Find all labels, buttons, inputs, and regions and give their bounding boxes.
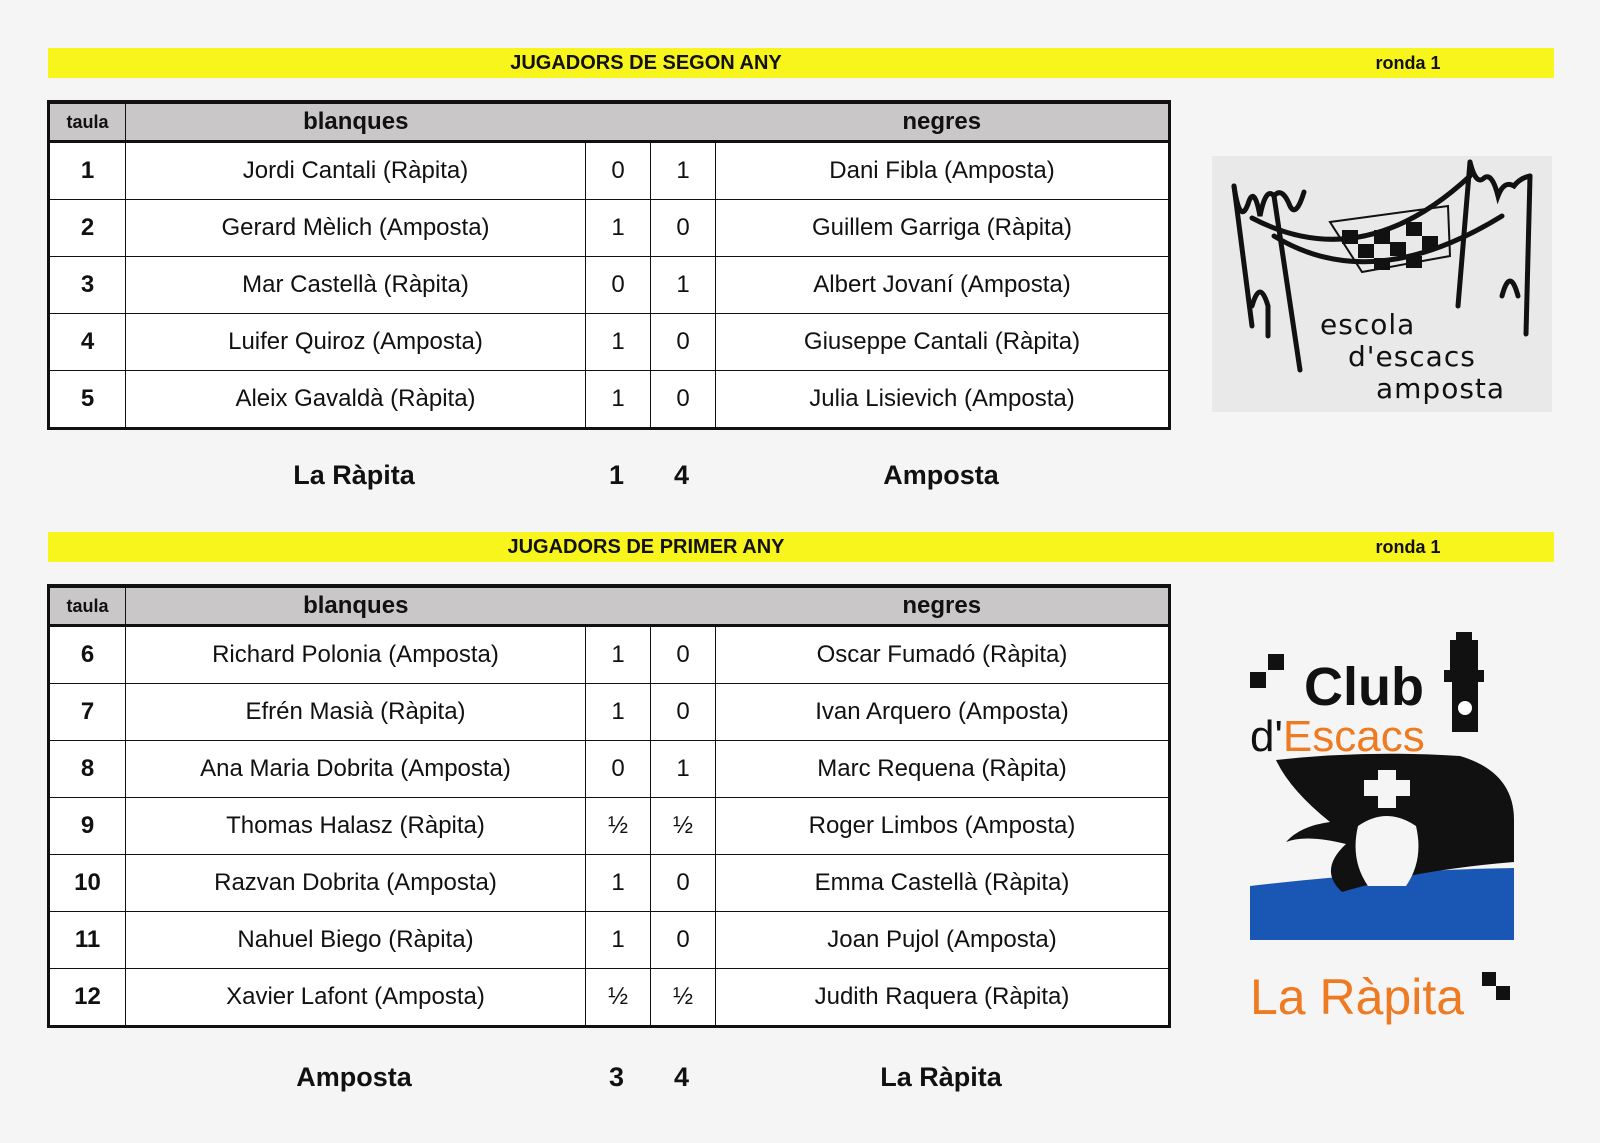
black-score: 0 [651,626,716,684]
black-score: 1 [651,142,716,200]
white-score: 1 [586,200,651,257]
table-row [49,200,1170,257]
white-score: 0 [586,142,651,200]
board-number: 12 [49,969,126,1027]
table-row [49,314,1170,371]
black-player: Guillem Garriga (Ràpita) [716,200,1170,257]
pairings-table [47,584,1171,1028]
table-row [49,371,1170,429]
board-number: 1 [49,142,126,200]
table-row [49,257,1170,314]
logo-text-line1: escola [1320,308,1416,341]
logo-text-line3: amposta [1376,372,1506,405]
white-player: Gerard Mèlich (Amposta) [126,200,586,257]
board-number: 3 [49,257,126,314]
header-black: negres [716,102,1170,142]
black-player: Emma Castellà (Ràpita) [716,855,1170,912]
round-label: ronda 1 [1375,537,1441,557]
white-player: Richard Polonia (Amposta) [126,626,586,684]
header-score-black [651,102,716,142]
rapita-club-logo [1246,630,1526,1030]
table-row [49,684,1170,741]
header-score-black [651,586,716,626]
board-number: 5 [49,371,126,429]
white-score: ½ [586,798,651,855]
white-score: 1 [586,912,651,969]
black-player: Julia Lisievich (Amposta) [716,371,1170,429]
section-title: JUGADORS DE SEGON ANY [510,52,782,74]
table-row [49,969,1170,1027]
match-totals [47,1062,1168,1102]
table-row [49,798,1170,855]
white-player: Xavier Lafont (Amposta) [126,969,586,1027]
black-player: Joan Pujol (Amposta) [716,912,1170,969]
black-player: Oscar Fumadó (Ràpita) [716,626,1170,684]
total-white-team: Amposta [296,1062,412,1092]
white-player: Ana Maria Dobrita (Amposta) [126,741,586,798]
white-score: 0 [586,741,651,798]
table-header-row [49,586,1170,626]
white-player: Mar Castellà (Ràpita) [126,257,586,314]
table-row [49,855,1170,912]
table-row [49,741,1170,798]
board-number: 10 [49,855,126,912]
white-score: 0 [586,257,651,314]
white-score: 1 [586,626,651,684]
header-board: taula [49,586,126,626]
black-score: 1 [651,741,716,798]
black-score: 0 [651,314,716,371]
section-title: JUGADORS DE PRIMER ANY [507,536,785,558]
white-score: ½ [586,969,651,1027]
white-score: 1 [586,684,651,741]
board-number: 8 [49,741,126,798]
club-label: Club [1304,657,1424,717]
d-prefix: d' [1250,712,1283,761]
white-player: Razvan Dobrita (Amposta) [126,855,586,912]
black-player: Judith Raquera (Ràpita) [716,969,1170,1027]
table-row [49,626,1170,684]
black-score: 1 [651,257,716,314]
header-white: blanques [126,102,586,142]
pairings-table [47,100,1171,430]
amposta-school-logo [1212,156,1552,412]
black-score: ½ [651,969,716,1027]
black-player: Ivan Arquero (Amposta) [716,684,1170,741]
black-score: 0 [651,200,716,257]
white-player: Luifer Quiroz (Amposta) [126,314,586,371]
white-score: 1 [586,855,651,912]
white-player: Thomas Halasz (Ràpita) [126,798,586,855]
logo-text-line2: d'escacs [1348,340,1476,373]
total-white-score: 1 [608,460,625,490]
white-player: Efrén Masià (Ràpita) [126,684,586,741]
escacs-label: Escacs [1282,712,1425,761]
black-player: Marc Requena (Ràpita) [716,741,1170,798]
board-number: 6 [49,626,126,684]
total-white-team: La Ràpita [293,460,415,490]
black-player: Roger Limbos (Amposta) [716,798,1170,855]
white-player: Aleix Gavaldà (Ràpita) [126,371,586,429]
header-black: negres [716,586,1170,626]
table-row [49,142,1170,200]
black-score: 0 [651,855,716,912]
header-white: blanques [126,586,586,626]
white-score: 1 [586,314,651,371]
black-player: Albert Jovaní (Amposta) [716,257,1170,314]
black-score: 0 [651,684,716,741]
header-board: taula [49,102,126,142]
place-label: La Ràpita [1250,969,1465,1025]
black-score: 0 [651,371,716,429]
total-white-score: 3 [608,1062,625,1092]
black-player: Giuseppe Cantali (Ràpita) [716,314,1170,371]
board-number: 9 [49,798,126,855]
header-score-white [586,586,651,626]
black-score: 0 [651,912,716,969]
board-number: 7 [49,684,126,741]
section-banner [48,48,1554,78]
black-player: Dani Fibla (Amposta) [716,142,1170,200]
table-row [49,912,1170,969]
descacs-label [1250,712,1425,762]
total-black-score: 4 [673,1062,690,1092]
table-header-row [49,102,1170,142]
total-black-score: 4 [673,460,690,490]
white-player: Jordi Cantali (Ràpita) [126,142,586,200]
total-black-team: Amposta [883,460,999,490]
white-player: Nahuel Biego (Ràpita) [126,912,586,969]
total-black-team: La Ràpita [880,1062,1002,1092]
board-number: 4 [49,314,126,371]
round-label: ronda 1 [1375,53,1441,73]
board-number: 2 [49,200,126,257]
match-totals [47,460,1168,500]
board-number: 11 [49,912,126,969]
black-score: ½ [651,798,716,855]
header-score-white [586,102,651,142]
white-score: 1 [586,371,651,429]
section-banner [48,532,1554,562]
